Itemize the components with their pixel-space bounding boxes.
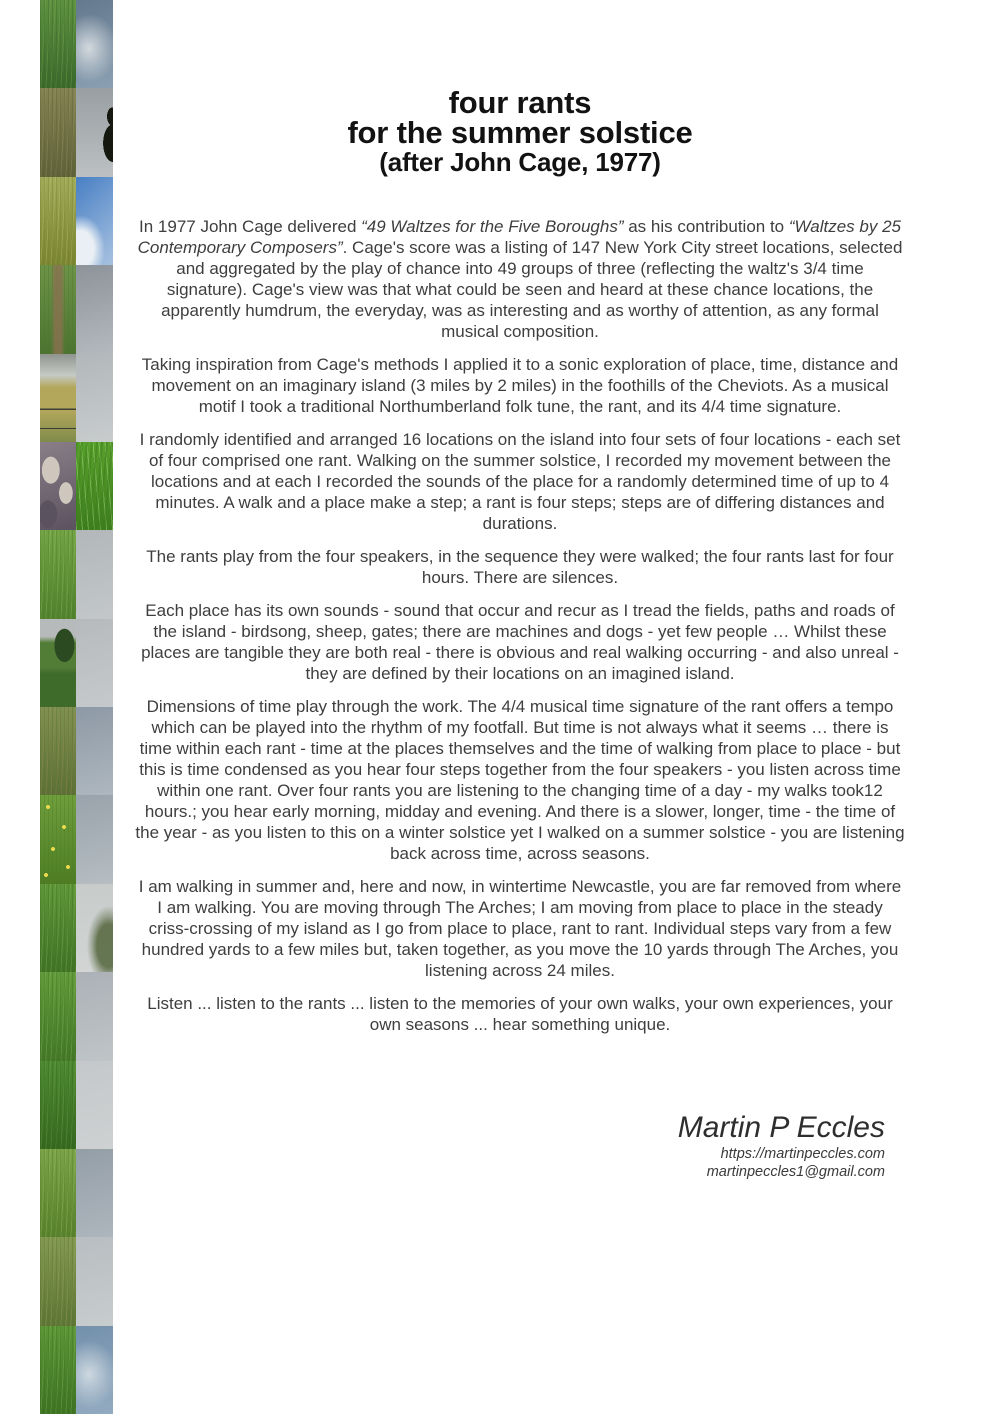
body-paragraph: The rants play from the four speakers, in the sequence they were walked; the four rants last for four hours. There are silences.	[146, 547, 894, 587]
photo-tile-green-grass	[40, 972, 76, 1060]
body-paragraph: I randomly identified and arranged 16 locations on the island into four sets of four locations - each set of four comprised one rant. Walking on the summer solstice, I recorded my movement between the locations and at each I recorded the sounds of the place for a randomly determined time of up to 4 minutes. A walk and a place make a step; a rant is four steps; steps are of differing distances and durations.	[139, 430, 901, 533]
signature-website: https://martinpeccles.com	[720, 1146, 885, 1162]
photo-tile-rough-brown-green-grass	[40, 88, 76, 176]
photo-tile-yellow-green-grass	[40, 1149, 76, 1237]
photo-tile-streaked-grey-sky	[76, 795, 113, 883]
photo-tile-grey-sky-with-dark-tree-silhouette	[76, 88, 113, 176]
photo-tile-overcast-sky	[76, 619, 113, 707]
body-paragraph: Each place has its own sounds - sound that occur and recur as I tread the fields, paths and roads of the island - birdsong, sheep, gates; there are machines and dogs - yet few people … Whilst these places are tangible they are both real - there is obvious and real walking occurring - and also unreal - they are defined by their locations on an imagined island.	[141, 601, 899, 683]
body-paragraph: I am walking in summer and, here and now, in wintertime Newcastle, you are far removed from where I am walking. You are moving through The Arches; I am moving from place to place in the steady criss-crossing of my island as I go from place to place, rant to rant. Individual steps vary from a few hundred yards to a few miles but, taken together, as you move the 10 yards through The Arches, you listening across 24 miles.	[138, 877, 902, 980]
photo-tile-green-grass	[40, 1326, 76, 1414]
photo-tile-dark-green-grass	[40, 1061, 76, 1149]
photo-tile-blue-grey-clouds	[76, 1149, 113, 1237]
signature-block	[135, 1111, 905, 1181]
photo-tile-pale-grey-sky	[76, 1061, 113, 1149]
title-line-2: for the summer solstice	[347, 115, 693, 150]
body-paragraph: Taking inspiration from Cage's methods I applied it to a sonic exploration of place, time, distance and movement on an imaginary island (3 miles by 2 miles) in the foothills of the Cheviots. As a musical motif I took a traditional Northumberland folk tune, the rant, and its 4/4 time signature.	[141, 355, 899, 416]
photo-tile-grey-cloudy-sky	[76, 265, 113, 353]
page-title	[135, 85, 905, 177]
photo-strip	[40, 0, 113, 1414]
photo-tile-grass-with-earth-path	[40, 265, 76, 353]
photo-tile-blue-sky-with-wispy-clouds	[76, 1326, 113, 1414]
signature-name: Martin P Eccles	[677, 1111, 885, 1144]
photo-tile-plain-grey-sky	[76, 354, 113, 442]
photo-tile-wild-green-grass	[40, 530, 76, 618]
body-paragraph: Dimensions of time play through the work. The 4/4 musical time signature of the rant offers a tempo which can be played into the rhythm of my footfall. But time is not always what it seems … there is time within each rant - time at the places themselves and the time of walking from place to place - but this is time condensed as you hear four steps together from the four speakers - you listen across time within one rant. Over four rants you are listening to the changing time of a day - my walks took12 hours.; you hear early morning, midday and evening. And there is a slower, longer, time - the time of the year - as you listen to this on a winter solstice yet I walked on a summer solstice - you are listening back across time, across seasons.	[135, 697, 905, 863]
photo-tile-fenced-meadow-under-grey-sky	[40, 354, 76, 442]
body-paragraph: In 1977 John Cage delivered “49 Waltzes for the Five Boroughs” as his contribution to “Waltzes by 25 Contemporary Composers”. Cage's score was a listing of 147 New York City street locations, selected and aggregated by the play of chance into 49 groups of three (reflecting the waltz's 3/4 time signature). Cage's view was that what could be seen and heard at these chance locations, the apparently humdrum, the everyday, was as interesting and as worthy of attention, as any formal musical composition.	[137, 217, 903, 341]
photo-tile-grass-path-between-crops	[40, 0, 76, 88]
title-line-3: (after John Cage, 1977)	[379, 147, 661, 177]
photo-tile-tree-branches-against-pale-sky	[76, 884, 113, 972]
photo-tile-light-grey-sky	[76, 1237, 113, 1325]
photo-tile-hillside-meadow-with-tree-and-gate	[40, 619, 76, 707]
photo-tile-tall-grass-stalks	[40, 177, 76, 265]
photo-tile-grey-sky	[76, 972, 113, 1060]
photo-tile-blue-grey-clouds	[76, 707, 113, 795]
photo-tile-plain-grey-sky	[76, 530, 113, 618]
title-line-1: four rants	[448, 85, 592, 120]
signature-email: martinpeccles1@gmail.com	[706, 1164, 885, 1180]
body-paragraph: Listen ... listen to the rants ... listen to the memories of your own walks, your own experiences, your own seasons ... hear something unique.	[147, 994, 893, 1034]
photo-tile-stone-wall	[40, 442, 76, 530]
photo-tile-cloudy-blue-grey-sky	[76, 0, 113, 88]
photo-tile-grass-with-seed-heads	[40, 1237, 76, 1325]
photo-tile-meadow-with-yellow-flowers	[40, 795, 76, 883]
body-text	[135, 216, 905, 1035]
photo-tile-blue-sky-with-white-cloud	[76, 177, 113, 265]
photo-tile-bright-green-foliage	[76, 442, 113, 530]
photo-tile-grass-with-dry-patches	[40, 707, 76, 795]
main-content	[135, 0, 905, 1181]
photo-tile-green-grass	[40, 884, 76, 972]
